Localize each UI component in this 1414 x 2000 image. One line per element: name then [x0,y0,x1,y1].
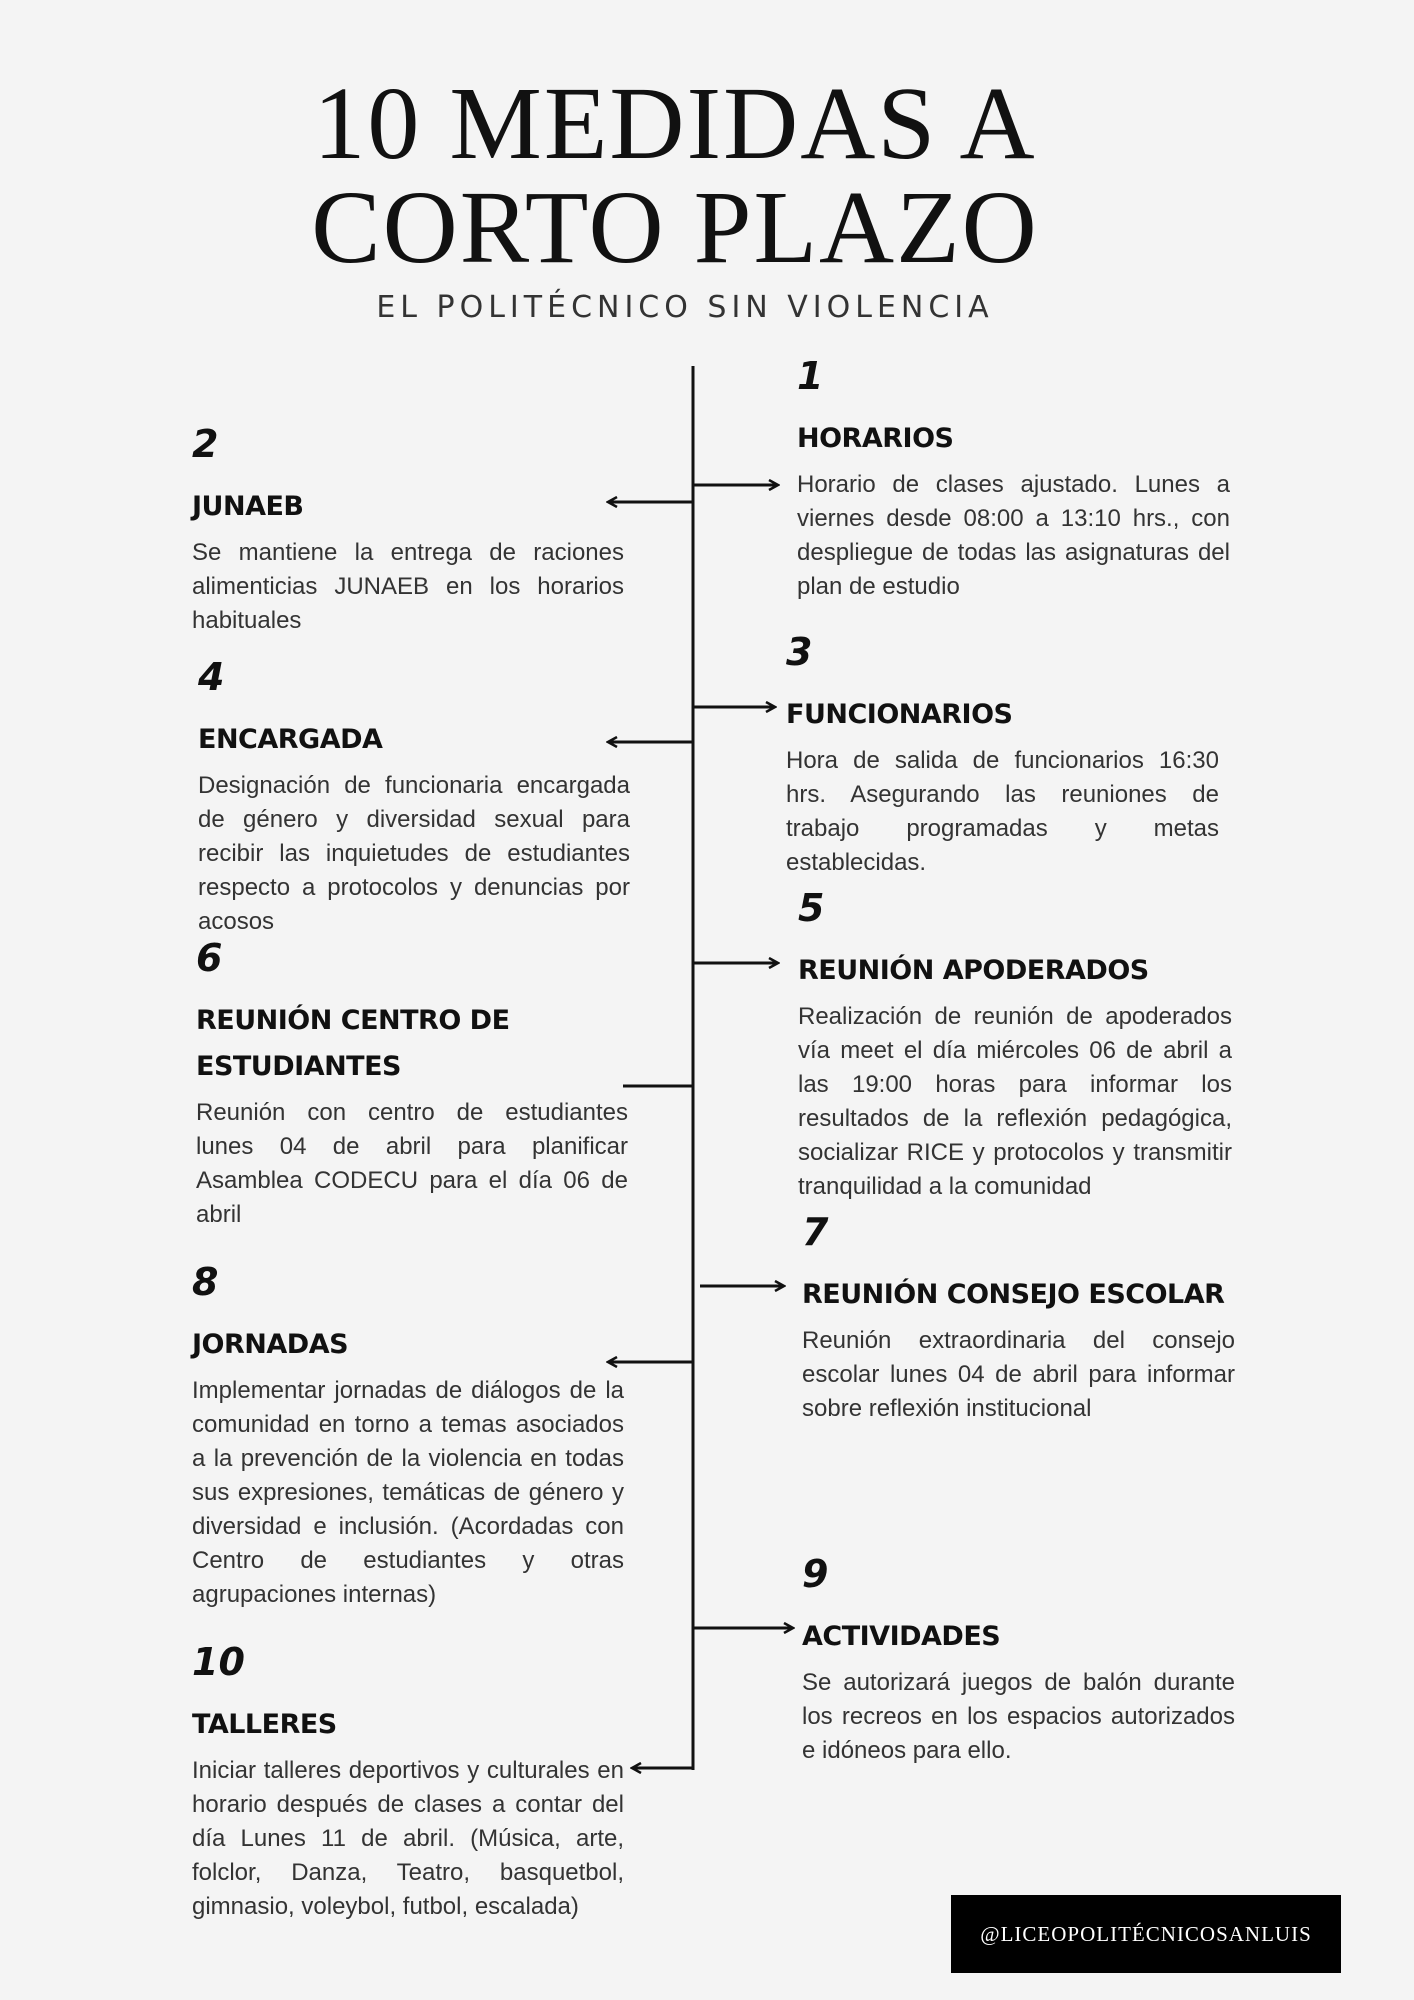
measure-text: Reunión con centro de estudiantes lunes 04 de abril para planificar Asamblea CODECU para el día 06 de abril [196,1099,628,1228]
measure-number: 6 [196,936,223,980]
subtitle: EL POLITÉCNICO SIN VIOLENCIA [376,290,994,325]
measure-heading: HORARIOS [797,423,954,454]
measure-number: 5 [798,886,825,930]
title-line-2: CORTO PLAZO [311,170,1039,285]
measure-heading: REUNIÓN CONSEJO ESCOLAR [802,1279,1225,1310]
measure-number: 1 [797,354,824,398]
measure-number: 10 [192,1640,245,1684]
measure-number: 3 [786,630,813,674]
measure-text: Iniciar talleres deportivos y culturales en horario después de clases a contar del día Lunes 11 de abril. (Música, arte, folclor, Danza, Teatro, basquetbol, gimnasio, voleybol, futbol, escalada) [192,1757,624,1920]
measure-number: 7 [802,1210,829,1254]
measure-text: Se autorizará juegos de balón durante los recreos en los espacios autorizados e idóneos para ello. [802,1669,1235,1764]
measure-2 [192,424,624,638]
social-handle-badge [951,1895,1341,1973]
measure-text: Designación de funcionaria encargada de género y diversidad sexual para recibir las inquietudes de estudiantes respecto a protocolos y denuncias por acosos [198,772,630,935]
measure-heading: ENCARGADA [198,724,383,755]
measure-number: 8 [192,1260,219,1304]
measure-heading: TALLERES [192,1709,337,1740]
measure-5 [798,888,1232,1204]
measure-heading: FUNCIONARIOS [786,699,1013,730]
measure-10 [192,1642,624,1924]
measure-1 [797,356,1230,604]
measure-text: Reunión extraordinaria del consejo escolar lunes 04 de abril para informar sobre reflexión institucional [802,1327,1235,1422]
measure-text: Implementar jornadas de diálogos de la comunidad en torno a temas asociados a la prevención de la violencia en todas sus expresiones, temáticas de género y diversidad e inclusión. (Acordadas con Centro de estudiantes y otras agrupaciones internas) [192,1377,624,1608]
measure-heading: ACTIVIDADES [802,1621,1001,1652]
measure-number: 9 [802,1552,829,1596]
measure-text: Se mantiene la entrega de raciones alimenticias JUNAEB en los horarios habituales [192,539,624,634]
title-line-1: 10 MEDIDAS A [313,66,1037,181]
measure-text: Hora de salida de funcionarios 16:30 hrs. Asegurando las reuniones de trabajo programadas y metas establecidas. [786,747,1219,876]
measure-heading: JUNAEB [192,491,304,522]
measure-8 [192,1262,624,1612]
measure-heading: JORNADAS [192,1329,349,1360]
measure-3 [786,632,1219,880]
measure-text: Realización de reunión de apoderados vía meet el día miércoles 06 de abril a las 19:00 horas para informar los resultados de la reflexión pedagógica, socializar RICE y protocolos y transmitir tranquilidad a la comunidad [798,1003,1232,1200]
measure-6 [196,938,628,1232]
measure-heading: REUNIÓN APODERADOS [798,955,1149,986]
measure-number: 2 [192,422,219,466]
measure-7 [802,1212,1235,1426]
social-handle: @LICEOPOLITÉCNICOSANLUIS [980,1921,1312,1946]
measure-text: Horario de clases ajustado. Lunes a viernes desde 08:00 a 13:10 hrs., con despliegue de todas las asignaturas del plan de estudio [797,471,1230,600]
measure-number: 4 [198,655,225,699]
measure-9 [802,1554,1235,1768]
measure-heading: REUNIÓN CENTRO DE ESTUDIANTES [196,1005,510,1082]
measure-4 [198,657,630,939]
